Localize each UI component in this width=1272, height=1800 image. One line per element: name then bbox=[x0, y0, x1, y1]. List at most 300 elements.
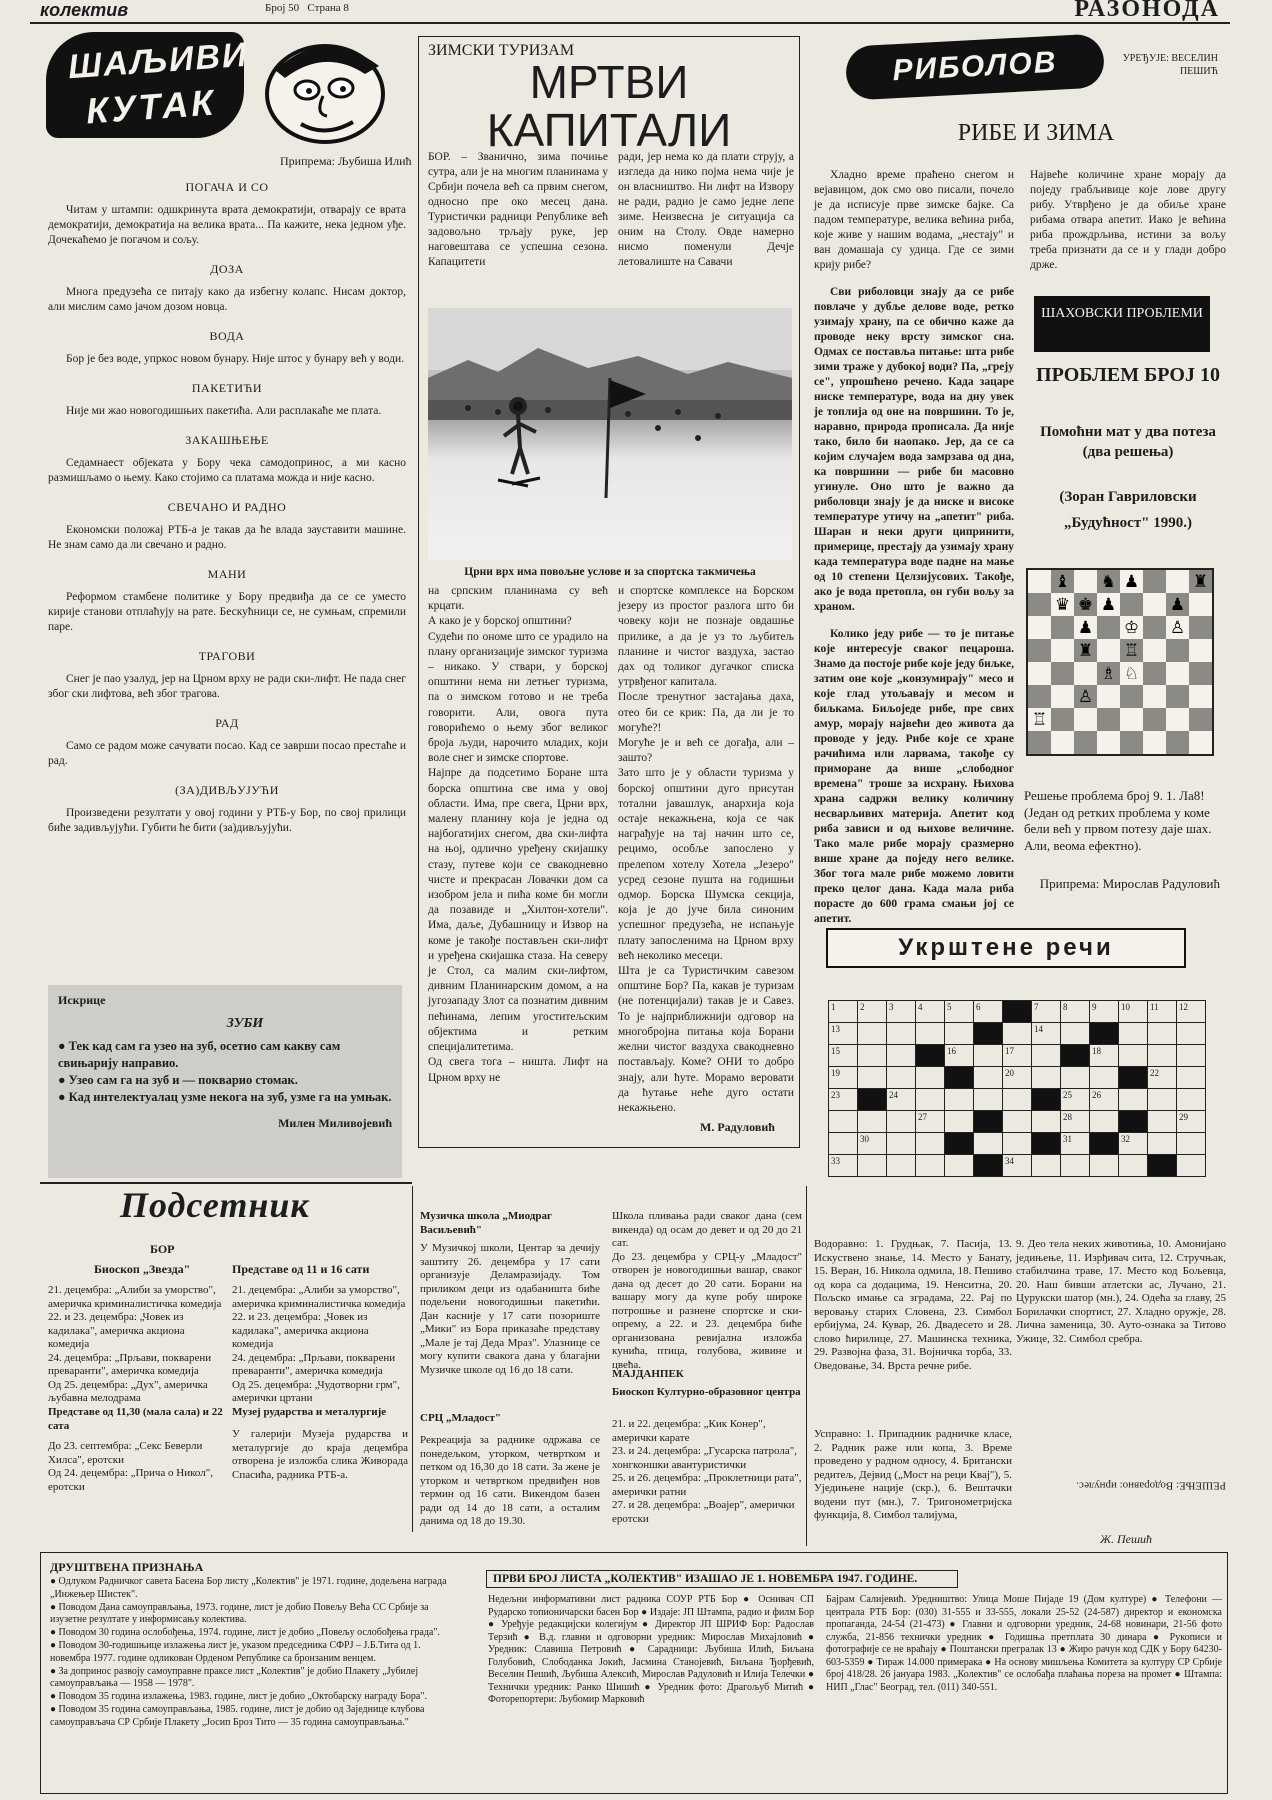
chess-square bbox=[1143, 570, 1166, 593]
impressum-left: Недељни информативни лист радника СОУР РТБ Бор ● Оснивач СП Рударско топионичарски басен Бор ● Издаје: ЈП Штампа, радио и филм Бор ● Уређује редакцијски колегијум ● Директор ЈП ШРИФ Бор: Радослав Терзић ● В.д. главни и одговорни уредник: Мирослав Михајловић ● Уредник: Славиша Петровић ● Сарадници: Љубиша Илић, Биљана Голубовић, Слободанка Јокић, Јасмина Станојевић, Биљана Ђорђевић, Веселин Пешић, Љубиша Алексић, Мирослав Радуловић и Илија Телечки ● Технички уредник: Ранко Шишић ● Уредник фото: Драгољуб Митић ● Фоторепортери: Љубомир Марковић bbox=[488, 1594, 814, 1705]
crossword-cell bbox=[1061, 1067, 1090, 1089]
paper-name: колектив bbox=[40, 0, 129, 20]
awards-title: ДРУШТВЕНА ПРИЗНАЊА bbox=[50, 1560, 204, 1574]
crossword-cell bbox=[1177, 1001, 1206, 1023]
crossword-cell bbox=[829, 1089, 858, 1111]
crossword-cell bbox=[1148, 1111, 1177, 1133]
majdanpek-shows: 21. и 22. децембра: „Кик Конер", амерички карате 23. и 24. децембра: „Гусарска патрола", хонгконшки авантуристички 25. и 26. децембра: „Проклетници рата", амерички ратни 27. и 28. децембра: „Воајер", амерички еротски bbox=[612, 1418, 802, 1525]
crossword-number: 12 bbox=[1179, 1002, 1188, 1012]
crossword-cell bbox=[1148, 1023, 1177, 1045]
crossword-cell bbox=[887, 1023, 916, 1045]
crossword-cell bbox=[1090, 1045, 1119, 1067]
sah-problem: ПРОБЛЕМ БРОЈ 10 bbox=[1036, 364, 1220, 386]
crossword-cell bbox=[829, 1045, 858, 1067]
chess-piece-icon: ♚ bbox=[1077, 595, 1094, 614]
shaljivi-item-text: Читам у штампи: одшкринута врата демократији, отварају се врата демократији, демократија на велика врата... Па кажите, нека једном уђе. Дочекаћемо је погачом и сољу. bbox=[48, 204, 406, 246]
chess-piece-icon: ♜ bbox=[1192, 572, 1209, 591]
crossword-cell bbox=[1090, 1067, 1119, 1089]
chess-square bbox=[1074, 708, 1097, 731]
chess-square bbox=[1189, 662, 1212, 685]
crossword-number: 26 bbox=[1092, 1090, 1101, 1100]
crossword-cell bbox=[858, 1023, 887, 1045]
crossword-cell bbox=[974, 1133, 1003, 1155]
crossword-number: 34 bbox=[1005, 1156, 1014, 1166]
crossword-cell bbox=[1003, 1023, 1032, 1045]
crossword-cell bbox=[916, 1067, 945, 1089]
crossword-cell bbox=[829, 1133, 858, 1155]
crossword-number: 22 bbox=[1150, 1068, 1159, 1078]
crossword-cell bbox=[1061, 1045, 1090, 1067]
crossword-cell bbox=[1003, 1001, 1032, 1023]
ribolov-title: РИБЕ И ЗИМА bbox=[957, 120, 1115, 146]
chess-square bbox=[1097, 616, 1120, 639]
chess-square bbox=[1120, 593, 1143, 616]
crossword-cell bbox=[945, 1111, 974, 1133]
shaljivi-item bbox=[48, 381, 406, 419]
crossword-cell bbox=[974, 1023, 1003, 1045]
iskrice-line-2: ● Узео сам га на зуб и — покварио стомак. bbox=[58, 1073, 298, 1087]
caricature-face-icon bbox=[245, 30, 397, 148]
crossword-cell bbox=[1032, 1067, 1061, 1089]
crossword-cell bbox=[829, 1155, 858, 1177]
crossword-number: 2 bbox=[860, 1002, 865, 1012]
crossword-cell bbox=[1032, 1089, 1061, 1111]
crossword-down: Усправно: 1. Припадник радничке класе, 2. Радник раже или копа, 3. Време проведено у радном односу, 4. Британски редитељ, Дејвид („Мост на реци Квај"), 5. Уједињене нације (скр.), 6. Вештачки водени пут (мн.), 7. Тригонометријска функција, 8. Симбол талијума, bbox=[814, 1428, 1012, 1521]
crossword-cell bbox=[829, 1023, 858, 1045]
chess-square bbox=[1143, 731, 1166, 754]
podsetnik-divider-1 bbox=[412, 1186, 413, 1532]
crossword-cell bbox=[974, 1155, 1003, 1177]
shaljivi-item bbox=[48, 433, 406, 486]
crossword-number: 15 bbox=[831, 1046, 840, 1056]
chess-square bbox=[1074, 593, 1097, 616]
crossword-grid bbox=[828, 1000, 1206, 1177]
chess-square bbox=[1074, 570, 1097, 593]
chess-square bbox=[1166, 639, 1189, 662]
crossword-cell bbox=[1177, 1133, 1206, 1155]
crossword-cell bbox=[1061, 1023, 1090, 1045]
ribolov-text-1: Хладно време праћено снегом и вејавицом, док смо ово писали, почело је да исписује прве зимске бајке. Са падом температуре, велика већина риба, које живе у нашим водама, „нестају" и ван домашаја су удица. Где се зими крију рибе? bbox=[814, 169, 1014, 271]
shaljivi-item bbox=[48, 716, 406, 769]
chess-square bbox=[1120, 639, 1143, 662]
swim-text: Школа пливања ради сваког дана (сем викенда) од осам до девет и од 20 до 21 сат. До 23. децембра у СРЦ-у „Младост" отворен је новогодишњи вашар, сваког дана од десет до 20 сати. Борани на вашару могу да купе робу широке потрошње и разнене спортске и ски-опрему, а 22. и 23. децембра биће организована ревијална изложба кунића, птица, голубова, живине и цвећа. bbox=[612, 1210, 802, 1371]
chess-square bbox=[1120, 731, 1143, 754]
crossword-cell bbox=[858, 1089, 887, 1111]
chess-piece-icon: ♟ bbox=[1100, 595, 1117, 614]
shaljivi-item-title: ТРАГОВИ bbox=[198, 649, 256, 663]
crossword-cell bbox=[1119, 1001, 1148, 1023]
crossword-number: 10 bbox=[1121, 1002, 1130, 1012]
crossword-number: 4 bbox=[918, 1002, 923, 1012]
crossword-cell bbox=[1061, 1133, 1090, 1155]
crossword-cell bbox=[1148, 1155, 1177, 1177]
chess-square bbox=[1051, 685, 1074, 708]
chess-square bbox=[1097, 639, 1120, 662]
sah-task: Помоћни мат у два потеза (два решења) bbox=[1040, 424, 1216, 460]
chess-square bbox=[1166, 593, 1189, 616]
crossword-cell bbox=[1003, 1045, 1032, 1067]
shaljivi-item-text: Није ми жао новогодишњих пакетића. Али расплакаће ме плата. bbox=[66, 405, 382, 417]
chess-square bbox=[1143, 662, 1166, 685]
crossword-number: 1 bbox=[831, 1002, 836, 1012]
ribolov-editor: УРЕЂУЈЕ: ВЕСЕЛИН ПЕШИЋ bbox=[1122, 53, 1218, 77]
chess-square bbox=[1143, 593, 1166, 616]
crossword-cell bbox=[1032, 1001, 1061, 1023]
chess-square bbox=[1120, 570, 1143, 593]
chess-square bbox=[1189, 731, 1212, 754]
crossword-cell bbox=[945, 1001, 974, 1023]
crossword-cell bbox=[1177, 1045, 1206, 1067]
chess-board bbox=[1026, 568, 1214, 756]
shaljivi-item bbox=[48, 649, 406, 702]
shaljivi-item-text: Седамнаест објеката у Бору чека самодопринос, а ми касно размишљамо о њему. Како стојимо са платама можда и није касно. bbox=[48, 457, 406, 484]
museum-text: У галерији Музеја рударства и металургије до краја децембра отворена је изложба слика Живорада Спасића, радника РТБ-а. bbox=[232, 1428, 408, 1481]
crossword-cell bbox=[1119, 1023, 1148, 1045]
shaljivi-item bbox=[48, 329, 406, 367]
chess-square bbox=[1074, 639, 1097, 662]
podsetnik-shows-head: Представе од 11 и 16 сати bbox=[232, 1262, 370, 1276]
chess-square bbox=[1189, 593, 1212, 616]
crossword-cell bbox=[1090, 1111, 1119, 1133]
chess-square bbox=[1166, 731, 1189, 754]
ribolov-col bbox=[814, 168, 1014, 927]
shaljivi-item-title: МАНИ bbox=[207, 567, 247, 581]
crossword-cell bbox=[1032, 1155, 1061, 1177]
shaljivi-item bbox=[48, 262, 406, 315]
crossword-cell bbox=[887, 1133, 916, 1155]
crossword-number: 16 bbox=[947, 1046, 956, 1056]
logo-line2: КУТАК bbox=[84, 81, 218, 132]
crossword-cell bbox=[1061, 1111, 1090, 1133]
crossword-cell bbox=[1148, 1133, 1177, 1155]
shaljivi-item-text: Бор је без воде, упркос новом бунару. Није штос у бунару већ у води. bbox=[66, 353, 404, 365]
turizam-lead-right: ради, јер нема ко да плати струју, а изгледа да нико појма нема чије је он власништво. Ни лифт на Извору не ради, радио је само једне лепе зиме. Неизвесна је ситуација са оним на Столу. Овде намерно нисмо поменули Дечје летовалиште на Савачи bbox=[618, 151, 794, 268]
crossword-cell bbox=[916, 1111, 945, 1133]
majdanpek-head: МАЈДАНПЕК bbox=[612, 1368, 684, 1380]
crossword-author: Ж. Пешић bbox=[1100, 1532, 1153, 1546]
first-issue: ПРВИ БРОЈ ЛИСТА „КОЛЕКТИВ" ИЗАШАО ЈЕ 1. НОВЕМБРА 1947. ГОДИНЕ. bbox=[486, 1570, 958, 1588]
chess-square bbox=[1166, 708, 1189, 731]
chess-square bbox=[1189, 708, 1212, 731]
podsetnik-right-col: 21. децембра: „Алиби за уморство", америчка криминалистичка комедија 22. и 23. децембра: „Човек из кадилака", америчка акциона комедија 24. децембра: „Прљави, покварени преваранти", америчка комедија Од 25. децембра: „Чудотворни грм", амерички цртани bbox=[232, 1284, 406, 1404]
chess-piece-icon: ♖ bbox=[1123, 641, 1140, 660]
crossword-cell bbox=[945, 1023, 974, 1045]
crossword-cell bbox=[858, 1045, 887, 1067]
chess-piece-icon: ♟ bbox=[1123, 572, 1140, 591]
iskrice-author: Милен Миливојевић bbox=[278, 1116, 392, 1130]
chess-square bbox=[1120, 662, 1143, 685]
podsetnik-cinema: Биоскоп „Звезда" bbox=[94, 1262, 191, 1276]
chess-piece-icon: ♞ bbox=[1100, 572, 1117, 591]
shaljivi-item bbox=[48, 500, 406, 553]
crossword-cell bbox=[1061, 1155, 1090, 1177]
crossword-cell bbox=[1003, 1089, 1032, 1111]
shaljivi-item-text: Само се радом може сачувати посао. Кад се заврши посао престаће и рад. bbox=[48, 740, 406, 767]
shaljivi-item bbox=[48, 783, 406, 836]
chess-square bbox=[1074, 662, 1097, 685]
crossword-cell bbox=[858, 1067, 887, 1089]
crossword-number: 27 bbox=[918, 1112, 927, 1122]
crossword-cell bbox=[829, 1111, 858, 1133]
crossword-cell bbox=[1119, 1133, 1148, 1155]
section-title: РАЗОНОДА bbox=[1074, 0, 1220, 22]
chess-square bbox=[1028, 731, 1051, 754]
crossword-cell bbox=[1119, 1067, 1148, 1089]
chess-square bbox=[1051, 639, 1074, 662]
crossword-number: 23 bbox=[831, 1090, 840, 1100]
crossword-cell bbox=[1061, 1001, 1090, 1023]
iskrice-line-1: ● Тек кад сам га узео на зуб, осетио сам какву сам свињарију направио. bbox=[58, 1039, 341, 1070]
crossword-solution: РЕШЕЊЕ: Водоравно: ирнулес. bbox=[1076, 1479, 1226, 1492]
sah-solution: Решење проблема број 9. 1. Ла8! (Један од ретких проблема у коме бели већ у првом потезу даје шах. Али, веома ефектно). bbox=[1024, 788, 1212, 853]
chess-square bbox=[1097, 708, 1120, 731]
crossword-cell bbox=[916, 1155, 945, 1177]
crossword-cell bbox=[1032, 1133, 1061, 1155]
crossword-cell bbox=[1119, 1155, 1148, 1177]
crossword-cell bbox=[829, 1001, 858, 1023]
iskrice-label: Искрице bbox=[58, 993, 106, 1007]
issue-info bbox=[265, 2, 349, 14]
crossword-cell bbox=[945, 1089, 974, 1111]
crossword-cell bbox=[1003, 1133, 1032, 1155]
crossword-cell bbox=[1003, 1067, 1032, 1089]
crossword-cell bbox=[1177, 1111, 1206, 1133]
crossword-cell bbox=[887, 1089, 916, 1111]
sah-composer: (Зоран Гавриловски „Будућност" 1990.) bbox=[1059, 489, 1197, 531]
shaljivi-prep: Припрема: Љубиша Илић bbox=[280, 154, 412, 168]
crossword-number: 30 bbox=[860, 1134, 869, 1144]
chess-piece-icon: ♟ bbox=[1169, 595, 1186, 614]
turizam-lead-left: БОР. – Званично, зима почиње сутра, али је на многим планинама у Србији почела већ са првим снегом, односно пре око месец дана. Туристички радници Републике већ задовољно трљају руке, јер наговештава се успешна сезона. Капацитети bbox=[428, 151, 608, 268]
chess-square bbox=[1097, 731, 1120, 754]
logo-line1: ШАЉИВИ bbox=[66, 35, 250, 87]
crossword-number: 6 bbox=[976, 1002, 981, 1012]
crossword-cell bbox=[974, 1089, 1003, 1111]
headline-line2: КАПИТАЛИ bbox=[486, 104, 732, 156]
crossword-cell bbox=[887, 1111, 916, 1133]
crossword-cell bbox=[1090, 1155, 1119, 1177]
crossword-number: 9 bbox=[1092, 1002, 1097, 1012]
shaljivi-item-title: СВЕЧАНО И РАДНО bbox=[167, 500, 287, 514]
chess-square bbox=[1189, 639, 1212, 662]
crossword-cell bbox=[916, 1045, 945, 1067]
crossword-cell bbox=[887, 1067, 916, 1089]
crossword-cell bbox=[1148, 1001, 1177, 1023]
chess-square bbox=[1143, 639, 1166, 662]
chess-square bbox=[1189, 570, 1212, 593]
crossword-number: 13 bbox=[831, 1024, 840, 1034]
crossword-cell bbox=[1090, 1023, 1119, 1045]
shaljivi-item-title: ПАКЕТИЋИ bbox=[191, 381, 263, 395]
crossword-cell bbox=[916, 1023, 945, 1045]
shaljivi-item-text: Произведени резултати у овој години у РТБ-у Бор, по свој прилици биће задивљујући. Губити ће бити (за)дивљујући. bbox=[48, 807, 406, 834]
shaljivi-logo bbox=[46, 32, 250, 138]
crossword-cell bbox=[1032, 1045, 1061, 1067]
chess-square bbox=[1051, 662, 1074, 685]
crossword-cell bbox=[945, 1155, 974, 1177]
chess-square bbox=[1028, 662, 1051, 685]
crossword-cell bbox=[974, 1067, 1003, 1089]
crossword-cell bbox=[974, 1111, 1003, 1133]
crossword-cell bbox=[1177, 1155, 1206, 1177]
ribolov-text-3: Колико једу рибе — то је питање које интересује сваког пецароша. Знамо да постоје рибе које једу биљке, затим оне које „конзумирају" месо и које глад утољавају и месом и биљкама. Биљоједе рибе, пре свих амур, морају највећи део живота да проводе у једу. Рибе које се хране рачићима или ларвама, такође су приморане да више „слободног времена" троше за исхрану. Њихова храна садржи велику количину несварљивих материја. Апетит код риба зависи и од њихове величине. Тако мале рибе морају сразмерно више хране да поједу него велике. Због тога мале рибе можемо ловити преко целог дана. Када мала риба порасте до 600 грама смањи јој се апетит. bbox=[814, 628, 1014, 925]
chess-square bbox=[1166, 616, 1189, 639]
chess-piece-icon: ♘ bbox=[1123, 664, 1140, 683]
crossword-cell bbox=[916, 1089, 945, 1111]
shaljivi-item-text: Реформом стамбене политике у Бору предвиђа да се се уместо кирије станови отплаћују на рате. Бескућници се, не сумњам, спремили паре. bbox=[48, 591, 406, 633]
crossword-logo: Укрштене речи bbox=[826, 928, 1186, 968]
crossword-cell bbox=[974, 1045, 1003, 1067]
chess-square bbox=[1166, 662, 1189, 685]
crossword-cell bbox=[1032, 1023, 1061, 1045]
crossword-number: 24 bbox=[889, 1090, 898, 1100]
majdanpek-cinema: Биоскоп Културно-образовног центра bbox=[612, 1386, 801, 1398]
chess-square bbox=[1097, 685, 1120, 708]
turizam-headline bbox=[418, 58, 800, 154]
crossword-cell bbox=[945, 1133, 974, 1155]
chess-square bbox=[1189, 685, 1212, 708]
turizam-body-right: и спортске комплексе на Борском језеру из простог разлога што би човеку који не познаје овдашње прилике, а да је уз то љубитељ планине и чистог ваздуха, застао дах од толиког дугачког списка утрвђеног капитала. После тренутног застајања даха, отео би се крик: Па, да ли је то могуће?! Могуће је и већ се догађа, али – зашто? Зато што је у области туризма у борској општини дуго присутан тотални јавашлук, анархија која остаје некажњена, која се чак награђује на тај начин што се, рецимо, особље запослено у прелепом хотелу Хотела „Језеро" усред сезоне пушта на годишњи одмор. Борска Шумска секција, која је до јуче била синоним успешног предузећа, не испањује плату запосленима на Црном врху већ неколико месеци. Шта је са Туристичким савезом општине Бор? Па, какав је туризам (не потенцијали) такав је и Савез. То је најприближнији одговор на многобројна питања која Борани желни чистог ваздуха свакодневно постављају. Коме? ОНИ то добро знају, али ћуте. Морамо веровати да ћутање неће дуго остати некажњено. bbox=[618, 585, 794, 1114]
chess-piece-icon: ♛ bbox=[1054, 595, 1071, 614]
chess-piece-icon: ♔ bbox=[1123, 618, 1140, 637]
crossword-cell bbox=[1090, 1133, 1119, 1155]
sah-prep: Припрема: Мирослав Радуловић bbox=[1039, 876, 1220, 891]
chess-square bbox=[1028, 570, 1051, 593]
crossword-number: 3 bbox=[889, 1002, 894, 1012]
chess-square bbox=[1143, 616, 1166, 639]
crossword-number: 18 bbox=[1092, 1046, 1101, 1056]
music-school-text: У Музичкој школи, Центар за дечију заштиту 26. децембра у 17 сати организује Деламразијаду. Том приликом деци из одабаништа биће подељени новогодишњи пакетићи. Дан касније у 17 сати позориште „Мики" из Бора приказаће представу „Мале је тај Деда Мраз". Улазнице се могу купити свакога дана у благајни Музичке школе од 16 до 18 сати. bbox=[420, 1242, 600, 1376]
crossword-cell bbox=[1061, 1089, 1090, 1111]
crossword-number: 28 bbox=[1063, 1112, 1072, 1122]
crossword-number: 20 bbox=[1005, 1068, 1014, 1078]
podsetnik-late-head: Представе од 11,30 (мала сала) и 22 сата bbox=[48, 1406, 223, 1432]
crossword-cell bbox=[858, 1111, 887, 1133]
podsetnik-late: До 23. септембра: „Секс Беверли Хилса", еротски Од 24. децембра: „Прича о Никол", еротски bbox=[48, 1440, 213, 1493]
music-school-head: Музичка школа „Миодраг Васиљевић" bbox=[420, 1210, 552, 1236]
crossword-cell bbox=[1003, 1111, 1032, 1133]
chess-square bbox=[1074, 616, 1097, 639]
shaljivi-item-text: Многа предузећа се питају како да избегну колапс. Нисам доктор, али мислим само јачом дозом новца. bbox=[48, 286, 406, 313]
crossword-cell bbox=[1003, 1155, 1032, 1177]
ribolov-text-4: Највеће количине хране морају да поједу грабљивице које лове другу рибу. Утврђено је да обиље хране рибама отвара апетит. Иако је већина риба прождрљива, истини за вољу треба признати да се и у глади добро држе. bbox=[1030, 169, 1226, 271]
crossword-cell bbox=[1148, 1089, 1177, 1111]
chess-square bbox=[1074, 685, 1097, 708]
shaljivi-item-title: ЗАКАШЊЕЊЕ bbox=[185, 433, 269, 447]
chess-piece-icon: ♙ bbox=[1169, 618, 1186, 637]
iskrice-box bbox=[48, 985, 402, 1178]
chess-square bbox=[1143, 708, 1166, 731]
chess-piece-icon: ♝ bbox=[1054, 572, 1071, 591]
turizam-author: М. Радуловић bbox=[700, 1120, 775, 1134]
chess-square bbox=[1028, 708, 1051, 731]
shaljivi-item-title: ПОГАЧА И СО bbox=[185, 180, 269, 194]
crossword-cell bbox=[1177, 1089, 1206, 1111]
crossword-cell bbox=[1032, 1111, 1061, 1133]
crossword-number: 7 bbox=[1034, 1002, 1039, 1012]
chess-square bbox=[1051, 708, 1074, 731]
podsetnik-logo: Подсетник bbox=[120, 1185, 310, 1225]
page-number: Страна 8 bbox=[307, 2, 349, 14]
crossword-cell bbox=[887, 1155, 916, 1177]
crossword-number: 5 bbox=[947, 1002, 952, 1012]
shaljivi-item-text: Економски положај РТБ-а је такав да ће влада зауставити машине. Не знам само да ли свечано и радно. bbox=[48, 524, 406, 551]
crossword-number: 8 bbox=[1063, 1002, 1068, 1012]
crossword-number: 14 bbox=[1034, 1024, 1043, 1034]
crossword-cell bbox=[829, 1067, 858, 1089]
crossword-cell bbox=[1119, 1111, 1148, 1133]
chess-piece-icon: ♖ bbox=[1031, 710, 1048, 729]
crossword-cell bbox=[1119, 1089, 1148, 1111]
chess-piece-icon: ♙ bbox=[1077, 687, 1094, 706]
chess-piece-icon: ♜ bbox=[1077, 641, 1094, 660]
crossword-cell bbox=[916, 1133, 945, 1155]
photo-caption: Црни врх има повољне услове и за спортска такмичења bbox=[464, 566, 756, 578]
chess-square bbox=[1166, 685, 1189, 708]
iskrice-title: ЗУБИ bbox=[226, 1016, 264, 1031]
crossword-cell bbox=[887, 1001, 916, 1023]
crossword-cell bbox=[858, 1133, 887, 1155]
crossword-cell bbox=[945, 1045, 974, 1067]
chess-square bbox=[1074, 731, 1097, 754]
chess-piece-icon: ♗ bbox=[1100, 664, 1117, 683]
chess-square bbox=[1028, 616, 1051, 639]
crossword-cell bbox=[1119, 1045, 1148, 1067]
crossword-cell bbox=[945, 1067, 974, 1089]
shaljivi-item-title: РАД bbox=[215, 716, 239, 730]
crossword-cell bbox=[1090, 1001, 1119, 1023]
src-head: СРЦ „Младост" bbox=[420, 1412, 501, 1424]
ski-scene-image bbox=[428, 308, 792, 560]
chess-square bbox=[1051, 593, 1074, 616]
crossword-cell bbox=[1148, 1067, 1177, 1089]
shaljivi-item-text: Снег је пао узалуд, јер на Црном врху не ради ски-лифт. Не пада снег због ски лифтова, већ због трагова. bbox=[48, 673, 406, 700]
turizam-kicker: ЗИМСКИ ТУРИЗАМ bbox=[428, 42, 575, 59]
crossword-cell bbox=[1177, 1067, 1206, 1089]
crossword-cell bbox=[858, 1155, 887, 1177]
crossword-number: 29 bbox=[1179, 1112, 1188, 1122]
crossword-number: 17 bbox=[1005, 1046, 1014, 1056]
crossword-cell bbox=[1177, 1023, 1206, 1045]
shaljivi-item-title: ВОДА bbox=[209, 329, 245, 343]
chess-square bbox=[1120, 616, 1143, 639]
shaljivi-items bbox=[48, 180, 406, 836]
src-text: Рекреација за раднике одржава се понедељком, уторком, четвртком и петком од 16,30 до 18 сати. За жене је уторком и четвртком предвиђен нов термин од 16 сати. Викендом базен ради од 14 до 18 сати, а осталим данима од 18 до 19.30. bbox=[420, 1434, 600, 1527]
chess-square bbox=[1028, 593, 1051, 616]
chess-square bbox=[1051, 731, 1074, 754]
chess-square bbox=[1189, 616, 1212, 639]
podsetnik-city: БОР bbox=[150, 1242, 175, 1256]
crossword-cell bbox=[974, 1001, 1003, 1023]
crossword-across: Водоравно: 1. Грудњак, 7. Пасија, 13. Искуствено знање, 14. Место у Банату, 15. Веран, 16. Никола одмила, 18. Пешиво од кора са додацима, 19. Ненситна, 20. Пољско имање са зградама, 22. Рај по веровању старих Словена, 23. Симбол ербијума, 24. Кувар, 26. Двадесето и 28. слово ћирилице, 27. Машинска техника, 29. Развојна фаза, 31. Војничка торба, 33. Оведовање, 34. Врста речне рибе. bbox=[814, 1238, 1012, 1372]
crossword-cell bbox=[916, 1001, 945, 1023]
ribolov-logo: РИБОЛОВ bbox=[845, 33, 1105, 100]
chess-square bbox=[1120, 685, 1143, 708]
iskrice-line-3: ● Кад интелектуалац узме некога на зуб, узме га на умњак. bbox=[58, 1090, 392, 1104]
chess-square bbox=[1097, 570, 1120, 593]
sah-label: ШАХОВСКИ ПРОБЛЕМИ bbox=[1034, 296, 1210, 352]
impressum-right: Бајрам Салијевић. Уредништво: Улица Моше Пијаде 19 (Дом културе) ● Телефони — централа РТБ Бор: (030) 31-555 и 33-555, локали 25-52 (24-587) директор и економска пропаганда, 24-54 (21-473) ● Главни и одговорни уредник, 24-68 новинари, 21-56 фото служба, 21-856 технички уредник ● Годишња претплата 30 динара ● Рукописи и фотографије се не враћају ● Поштански прегралак 13 ● Жиро рачун код СДК у Бору 64230-603-5359 ● Тираж 14.000 примерака ● На основу мишљења Комитета за културу СР Србије број 418/28. 26 јануара 1983. „Колектив" се ослобађа плаћања пореза на промет ● Штампа: НИП „Глас" Београд, тел. (011) 340-551. bbox=[826, 1594, 1222, 1693]
crossword-number: 31 bbox=[1063, 1134, 1072, 1144]
chess-piece-icon: ♟ bbox=[1077, 618, 1094, 637]
shaljivi-column bbox=[48, 180, 406, 850]
shaljivi-item bbox=[48, 567, 406, 635]
shaljivi-item-title: ДОЗА bbox=[210, 262, 244, 276]
header-rule bbox=[30, 22, 1230, 24]
chess-square bbox=[1028, 639, 1051, 662]
crossword-across-2: 9. Део тела неких животиња, 10. Амонијано једињење, 11. Изрђивач сита, 12. Стручњак, стабилчина траве, 17. Место код Бољевца, 20. Наш бивши атлетски ас, Лучано, 21. Цурукски шатор (мн.), 24. Одећа за главу, 25 Борилачки спортист, 27. Хладно оружје, 28. Лична заменица, 30. Ауто-ознака за Титово Ужице, 32. Симбол сребра. bbox=[1016, 1238, 1226, 1345]
crossword-number: 19 bbox=[831, 1068, 840, 1078]
